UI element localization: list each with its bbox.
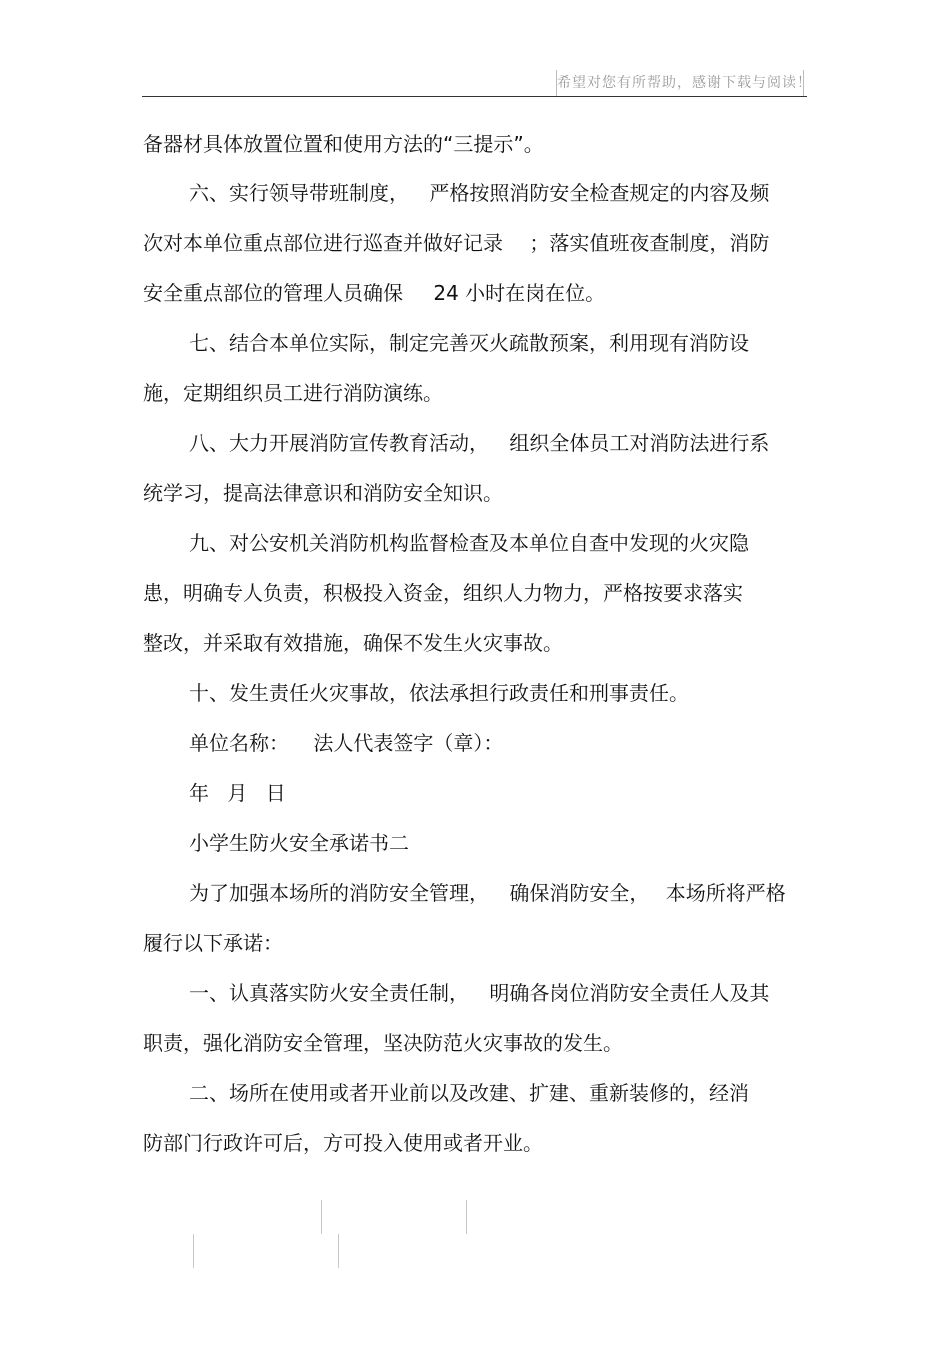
- text-segment: 六、实行领导带班制度，: [189, 181, 409, 205]
- text-segment: ；落实值班夜查制度，消防: [529, 231, 770, 255]
- text-segment: 统学习，提高法律意识和消防安全知识。: [143, 481, 503, 505]
- text-segment: 月: [227, 781, 248, 805]
- text-segment: 本场所将严格: [665, 881, 786, 905]
- text-segment: 24 小时在岗在位。: [433, 281, 606, 305]
- text-line: [189, 880, 786, 906]
- text-line: [143, 1030, 623, 1056]
- text-segment: 次对本单位重点部位进行巡查并做好记录: [143, 231, 503, 255]
- scan-mark: [321, 1200, 322, 1234]
- text-line: [143, 1130, 543, 1156]
- text-segment: 整改，并采取有效措施，确保不发生火灾事故。: [143, 631, 563, 655]
- text-segment: 备器材具体放置位置和使用方法的“三提示”。: [143, 132, 544, 156]
- text-line: [189, 980, 769, 1006]
- text-segment: 安全重点部位的管理人员确保: [143, 281, 403, 305]
- text-line: [189, 530, 749, 556]
- text-line: [189, 680, 689, 706]
- text-line: [189, 830, 409, 856]
- scan-mark: [338, 1234, 339, 1268]
- text-segment: 二、场所在使用或者开业前以及改建、扩建、重新装修的，经消: [189, 1081, 749, 1105]
- text-segment: 一、认真落实防火安全责任制，: [189, 981, 469, 1005]
- text-line: [143, 630, 563, 656]
- scan-mark: [466, 1200, 467, 1234]
- text-line: [143, 380, 443, 406]
- text-segment: 严格按照消防安全检查规定的内容及频: [429, 181, 770, 205]
- scan-mark: [193, 1234, 194, 1268]
- text-line: [143, 480, 503, 506]
- text-segment: 患，明确专人负责，积极投入资金，组织人力物力，严格按要求落实: [143, 581, 743, 605]
- text-line: [189, 780, 286, 806]
- text-segment: 八、大力开展消防宣传教育活动，: [189, 431, 489, 455]
- text-segment: 日: [265, 781, 286, 805]
- text-segment: 明确各岗位消防安全责任人及其: [489, 981, 770, 1005]
- text-line: [189, 330, 749, 356]
- text-segment: 为了加强本场所的消防安全管理，: [189, 881, 489, 905]
- text-segment: 小学生防火安全承诺书二: [189, 831, 409, 855]
- text-segment: 施，定期组织员工进行消防演练。: [143, 381, 443, 405]
- text-segment: 九、对公安机关消防机构监督检查及本单位自查中发现的火灾隐: [189, 531, 749, 555]
- text-segment: 年: [189, 781, 209, 805]
- text-line: [189, 730, 503, 756]
- text-segment: 确保消防安全，: [509, 881, 650, 905]
- text-segment: 单位名称：: [189, 731, 289, 755]
- text-line: [143, 230, 769, 256]
- header-note: 希望对您有所帮助，感谢下载与阅读！: [556, 70, 804, 96]
- text-segment: 法人代表签字（章）：: [313, 731, 504, 755]
- text-line: [143, 930, 283, 956]
- text-line: [143, 580, 743, 606]
- text-segment: 十、发生责任火灾事故，依法承担行政责任和刑事责任。: [189, 681, 689, 705]
- text-segment: 防部门行政许可后，方可投入使用或者开业。: [143, 1131, 543, 1155]
- text-segment: 七、结合本单位实际，制定完善灭火疏散预案，利用现有消防设: [189, 331, 749, 355]
- text-line: [189, 1080, 749, 1106]
- text-line: [143, 280, 605, 306]
- text-segment: 组织全体员工对消防法进行系: [509, 431, 770, 455]
- text-line: [189, 180, 769, 206]
- text-segment: 履行以下承诺：: [143, 931, 283, 955]
- text-line: [189, 430, 769, 456]
- text-line: [143, 131, 544, 157]
- text-segment: 职责，强化消防安全管理，坚决防范火灾事故的发生。: [143, 1031, 623, 1055]
